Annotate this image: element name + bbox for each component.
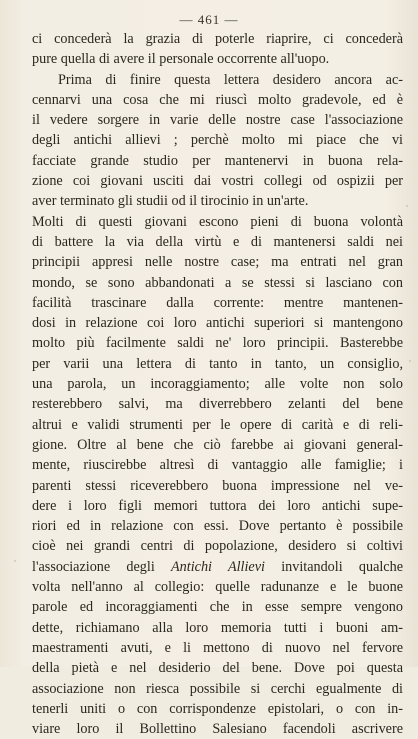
text-line: cennarvi una cosa che mi riuscì molto gradevole, ed è: [32, 91, 403, 108]
page-number: — 461 —: [179, 12, 239, 27]
text-line: viare loro il Bollettino Salesiano facendoli ascrivere: [32, 721, 403, 738]
text-line: aver terminato gli studii od il tirocinio in un'arte.: [32, 193, 309, 210]
text-line: pure quella di avere il personale occorrente all'uopo.: [32, 51, 330, 68]
text-line: parenti stessi riceverebbero buona impressione nel ve-: [32, 477, 403, 494]
text-line: riori ed in relazione con essi. Dove pertanto è possibile: [32, 518, 403, 535]
text-line: per varii una lettera di tanto in tanto, un consiglio,: [32, 355, 403, 372]
text-line: molto più facilmente saldi ne' loro principii. Basterebbe: [32, 335, 403, 352]
text-line: Prima di finire questa lettera desidero ancora ac-: [58, 71, 403, 88]
text-line: zione coi giovani usciti dai vostri collegi od ospizii per: [32, 173, 403, 190]
text-line: dosi in relazione coi loro antichi superiori si mantengono: [32, 315, 403, 332]
text-line: facilità trascinare dalla corrente: mentre mantenen-: [32, 294, 403, 311]
paper-speck: [14, 560, 16, 562]
text-line: principii appresi nelle nostre case; ma entrati nel gran: [32, 254, 403, 271]
text-line: altrui e validi strumenti per le opere di carità e di reli-: [32, 416, 403, 433]
text-line: associazione non riesca possibile si cerchi egualmente di: [32, 680, 403, 697]
text-line: della pietà e nel desiderio del bene. Dove poi questa: [32, 660, 403, 677]
text-line: volta nell'anno al collegio: quelle radunanze e le buone: [32, 579, 403, 596]
text-line: dette, richiamano alla loro memoria tutti i buoni am-: [32, 619, 403, 636]
text-line: dere i loro figli memori tuttora dei loro antichi supe-: [32, 497, 403, 514]
text-line: cioè nei grandi centri di popolazione, desidero si coltivi: [32, 538, 403, 555]
text-line: una parola, un incoraggiamento; alle volte non solo: [32, 376, 403, 393]
text-line: maestramenti avuti, e li mettono di nuovo nel fervore: [32, 639, 403, 656]
text-line: il vedere sorgere in varie delle nostre case l'associazione: [32, 112, 403, 129]
text-line: facciate grande studio per mantenervi in buona rela-: [32, 152, 403, 169]
text-line: resterebbero salvi, ma diverrebbero zelanti del bene: [32, 396, 403, 413]
text-line: parole ed incoraggiamenti che in esse sempre vengono: [32, 599, 403, 616]
text-line: ci concederà la grazia di poterle riaprire, ci concederà: [32, 31, 403, 47]
text-line: gione. Oltre al bene che ciò farebbe ai giovani general-: [32, 436, 403, 453]
text-line: mondo, se sono abbandonati a se stessi si lasciano con: [32, 274, 403, 291]
text-line: tenerli uniti o con corrispondenze epistolari, o con in-: [32, 700, 403, 717]
text-line: di battere la via della virtù e di mantenersi saldi nei: [32, 233, 403, 250]
paper-speck: [406, 205, 408, 207]
text-line: Molti di questi giovani escono pieni di buona volontà: [32, 213, 403, 230]
text-line: mente, riuscirebbe altresì di vantaggio alle famiglie; i: [32, 457, 403, 474]
text-line: degli antichi allievi ; perchè molto mi piace che vi: [32, 132, 403, 149]
text-line: l'associazione degli Antichi Allievi invitandoli qualche: [32, 558, 403, 575]
body-text: [32, 29, 403, 739]
paper-speck: [409, 360, 411, 362]
